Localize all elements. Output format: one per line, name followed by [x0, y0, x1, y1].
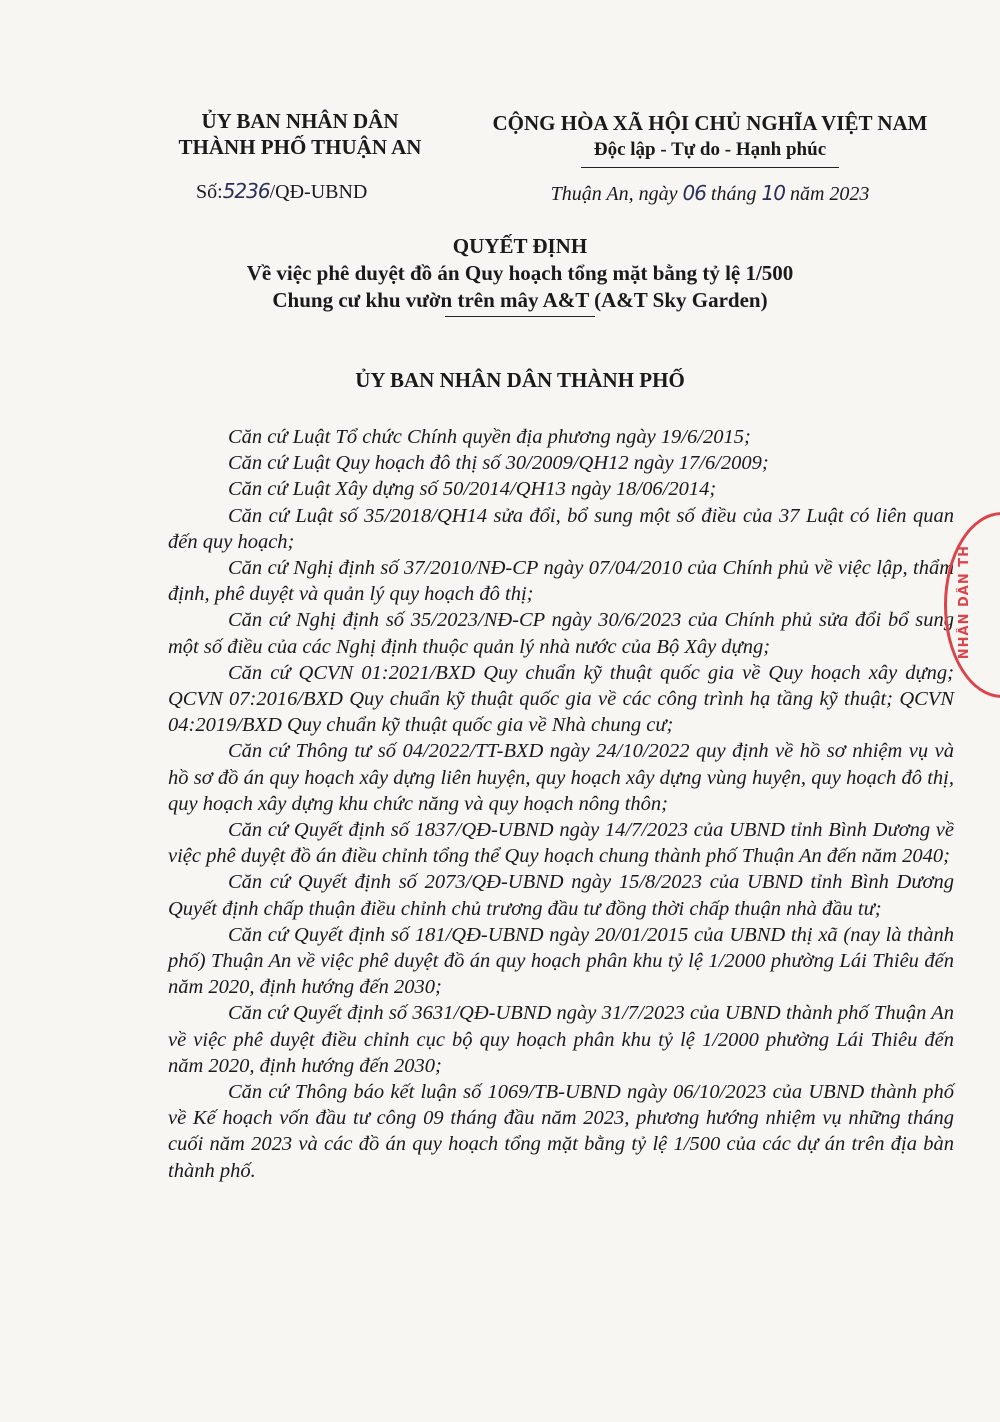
document-number-handwritten: 5236: [222, 179, 270, 203]
document-number-suffix: /QĐ-UBND: [269, 181, 368, 203]
decision-subject-line-2: Chung cư khu vườn trên mây A&T (A&T Sky Garden): [272, 288, 768, 312]
date-year: năm 2023: [789, 183, 870, 205]
decision-title: [100, 233, 940, 317]
title-underline: [445, 316, 595, 317]
legal-basis-item: Căn cứ Luật số 35/2018/QH14 sửa đổi, bổ sung một số điều của 37 Luật có liên quan đến quy hoạch;: [168, 504, 954, 553]
legal-basis-item: Căn cứ Luật Quy hoạch đô thị số 30/2009/QH12 ngày 17/6/2009;: [228, 452, 769, 475]
national-motto: Độc lập - Tự do - Hạnh phúc: [593, 139, 827, 160]
legal-basis-item: Căn cứ Luật Xây dựng số 50/2014/QH13 ngày 18/06/2014;: [228, 478, 717, 501]
issuer-line-2: THÀNH PHỐ THUẬN AN: [178, 135, 422, 159]
authority-heading: ỦY BAN NHÂN DÂN THÀNH PHỐ: [355, 368, 685, 392]
decision-subject-line-1: Về việc phê duyệt đồ án Quy hoạch tổng mặt bằng tỷ lệ 1/500: [246, 261, 794, 285]
legal-basis-item: Căn cứ Quyết định số 1837/QĐ-UBND ngày 14/7/2023 của UBND tỉnh Bình Dương về việc phê duyệt đồ án điều chỉnh tổng thể Quy hoạch chung thành phố Thuận An đến năm 2040;: [168, 819, 954, 868]
date-month-label: tháng: [710, 183, 757, 205]
legal-basis-list: [168, 424, 954, 1184]
legal-basis-item: Căn cứ Quyết định số 2073/QĐ-UBND ngày 15/8/2023 của UBND tỉnh Bình Dương Quyết định chấp thuận điều chỉnh chủ trương đầu tư đồng thời chấp thuận nhà đầu tư;: [168, 871, 954, 920]
legal-basis-item: Căn cứ Luật Tổ chức Chính quyền địa phương ngày 19/6/2015;: [228, 426, 751, 448]
legal-basis-item: Căn cứ Nghị định số 35/2023/NĐ-CP ngày 30/6/2023 của Chính phủ sửa đổi bổ sung một số điều của các Nghị định thuộc quản lý nhà nước của Bộ Xây dựng;: [168, 609, 954, 658]
document-number: [196, 178, 367, 205]
legal-basis-item: Căn cứ Nghị định số 37/2010/NĐ-CP ngày 07/04/2010 của Chính phủ về việc lập, thẩm định, phê duyệt và quản lý quy hoạch đô thị;: [168, 557, 954, 606]
document-number-prefix: Số:: [196, 181, 223, 203]
decision-heading: QUYẾT ĐỊNH: [452, 234, 588, 258]
issuer-line-1: ỦY BAN NHÂN DÂN: [201, 109, 399, 133]
legal-basis-item: Căn cứ Thông báo kết luận số 1069/TB-UBND ngày 06/10/2023 của UBND thành phố về Kế hoạch vốn đầu tư công 09 tháng đầu năm 2023, phương hướng nhiệm vụ những tháng cuối năm 2023 và các đồ án quy hoạch tổng mặt bằng tỷ lệ 1/500 của các dự án trên địa bàn thành phố.: [168, 1081, 954, 1182]
date-place: Thuận An, ngày: [550, 183, 678, 205]
legal-basis-item: Căn cứ QCVN 01:2021/BXD Quy chuẩn kỹ thuật quốc gia về Quy hoạch xây dựng; QCVN 07:2016/BXD Quy chuẩn kỹ thuật quốc gia về các công trình hạ tầng kỹ thuật; QCVN 04:2019/BXD Quy chuẩn kỹ thuật quốc gia về Nhà chung cư;: [168, 661, 954, 737]
issuing-authority-header: [140, 108, 460, 160]
legal-basis-item: Căn cứ Quyết định số 3631/QĐ-UBND ngày 31/7/2023 của UBND thành phố Thuận An về việc phê duyệt điều chỉnh cục bộ quy hoạch phân khu tỷ lệ 1/2000 phường Lái Thiêu đến năm 2020, định hướng đến 2030;: [168, 1002, 954, 1077]
legal-basis-item: Căn cứ Thông tư số 04/2022/TT-BXD ngày 24/10/2022 quy định về hồ sơ nhiệm vụ và hồ sơ đồ án quy hoạch xây dựng liên huyện, quy hoạch xây dựng vùng huyện, quy hoạch đô thị, quy hoạch xây dựng khu chức năng và quy hoạch nông thôn;: [168, 740, 954, 815]
seal-text: NHÂN DÂN TH: [957, 545, 972, 660]
national-title: CỘNG HÒA XÃ HỘI CHỦ NGHĨA VIỆT NAM: [492, 111, 928, 135]
date-day: 06: [682, 181, 706, 205]
legal-basis-item: Căn cứ Quyết định số 181/QĐ-UBND ngày 20/01/2015 của UBND thị xã (nay là thành phố) Thuận An về việc phê duyệt đồ án quy hoạch phân khu tỷ lệ 1/2000 phường Lái Thiêu đến năm 2020, định hướng đến 2030;: [168, 923, 954, 999]
date-month: 10: [761, 181, 785, 205]
motto-underline: [581, 167, 839, 168]
date-line: [470, 180, 950, 207]
national-header: [470, 110, 950, 168]
